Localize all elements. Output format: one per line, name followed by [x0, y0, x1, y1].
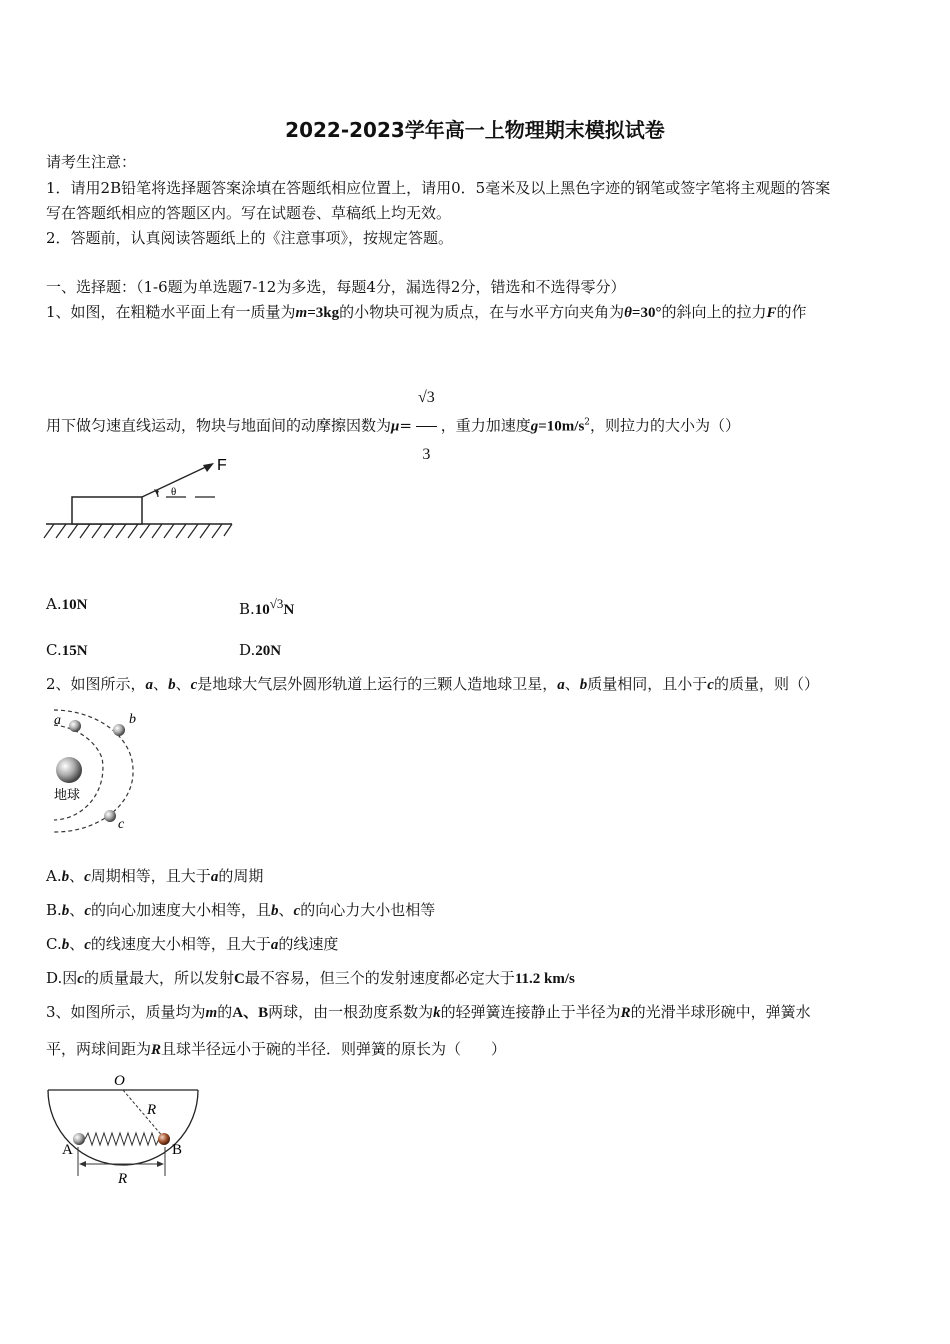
satellite-c-icon — [104, 810, 116, 822]
q3-stem-line2: 平，两球间距为R且球半径远小于碗的半径．则弹簧的原长为（ ） — [46, 1040, 507, 1058]
angle-label: θ — [171, 486, 177, 498]
q3-stem-line1: 3、如图所示，质量均为m的A、B两球，由一根劲度系数为k的轻弹簧连接静止于半径为R的光滑半球形碗中，弹簧水 — [46, 1003, 811, 1021]
notice-heading: 请考生注意： — [46, 153, 137, 171]
label-a: a — [54, 713, 61, 728]
radius-label: R — [147, 1102, 157, 1118]
label-b: B — [172, 1142, 183, 1158]
q1-option-d[interactable]: D.20N — [239, 641, 282, 659]
notice-line-1b: 写在答题纸相应的答题区内。写在试题卷、草稿纸上均无效。 — [46, 204, 452, 222]
notice-line-2: 2．答题前，认真阅读答题纸上的《注意事项》，按规定答题。 — [46, 229, 454, 247]
distance-label: R — [118, 1171, 128, 1187]
satellite-a-icon — [69, 720, 81, 732]
q1-option-b[interactable]: $B.10^{√3}N$ — [239, 596, 295, 618]
fraction-sqrt3-over-3: $\frac{√3}{3}$ — [416, 370, 437, 483]
label-b: b — [129, 712, 136, 727]
force-label: F — [217, 457, 227, 474]
q1-figure-block-on-surface — [40, 450, 240, 545]
q2-option-b[interactable]: B.b、c的向心加速度大小相等，且b、c的向心力大小也相等 — [46, 901, 436, 919]
section-heading: 一、选择题：（1-6题为单选题7-12为多选，每题4分，漏选得2分，错选和不选得零分） — [46, 278, 626, 296]
page-title: 2022-2023学年高一上物理期末模拟试卷 — [285, 118, 665, 142]
q1-option-c[interactable]: C.15N — [46, 641, 88, 659]
label-c: c — [118, 817, 125, 832]
center-label: O — [114, 1073, 125, 1089]
satellite-b-icon — [113, 724, 125, 736]
earth-icon — [56, 757, 82, 783]
q2-option-d[interactable]: D.因c的质量最大，所以发射C最不容易，但三个的发射速度都必定大于11.2 km/s — [46, 969, 575, 987]
q1-option-a[interactable]: A.10N — [46, 595, 88, 613]
q1-stem-line1: 1、如图，在粗糙水平面上有一质量为m=3kg的小物块可视为质点，在与水平方向夹角为θ=30°的斜向上的拉力F的作 — [46, 303, 807, 321]
q2-figure-satellite-orbits — [40, 702, 160, 842]
notice-line-1a: 1．请用2B铅笔将选择题答案涂填在答题纸相应位置上，请用0．5毫米及以上黑色字迹的钢笔或签字笔将主观题的答案 — [46, 179, 831, 197]
ball-a-icon — [73, 1133, 85, 1145]
label-a: A — [62, 1142, 73, 1158]
earth-label: 地球 — [54, 788, 81, 803]
q2-option-a[interactable]: A.b、c周期相等，且大于a的周期 — [46, 867, 264, 885]
q2-stem: 2、如图所示，a、b、c是地球大气层外圆形轨道上运行的三颗人造地球卫星，a、b质量相同，且小于c的质量，则（） — [46, 675, 819, 693]
q3-figure-hemisphere-bowl — [40, 1068, 210, 1190]
q1-stem-line2: 用下做匀速直线运动，物块与地面间的动摩擦因数为μ= $\frac{√3}{3}$ ，重力加速度$g=10m/s^2$，则拉力的大小为（） — [46, 370, 740, 426]
ball-b-icon — [158, 1133, 170, 1145]
q2-option-c[interactable]: C.b、c的线速度大小相等，且大于a的线速度 — [46, 935, 339, 953]
